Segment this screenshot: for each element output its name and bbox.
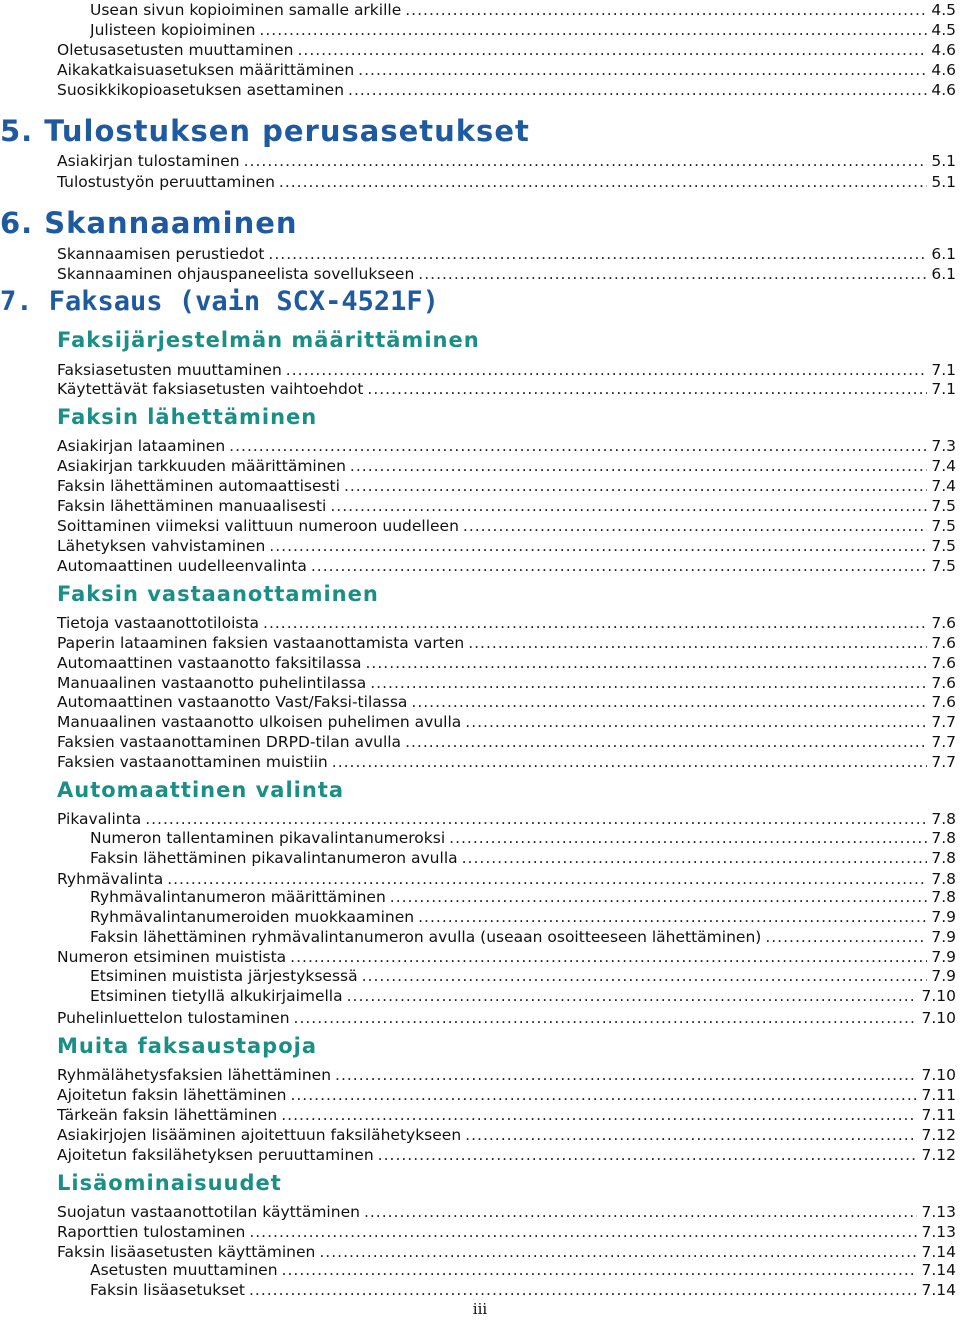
entry-label: Paperin lataaminen faksien vastaanottamista varten [57,634,465,652]
entry-page: 4.5 [931,21,956,39]
toc-entry[interactable] [57,436,956,456]
leader-dots [370,673,927,693]
entry-label: Käytettävät faksiasetusten vaihtoehdot [57,380,364,398]
leader-dots [366,653,928,673]
toc-entry[interactable] [57,80,956,100]
entry-label: Aikakatkaisuasetuksen määrittäminen [57,61,355,79]
entry-page: 7.11 [921,1106,956,1124]
leader-dots [279,172,927,192]
entry-label: Asiakirjan tulostaminen [57,152,240,170]
leader-dots [358,60,927,80]
entry-label: Usean sivun kopioiminen samalle arkille [90,1,402,19]
entry-label: Faksin lähettäminen ryhmävalintanumeron avulla (useaan osoitteeseen lähettäminen) [90,928,762,946]
entry-page: 7.12 [921,1126,956,1144]
toc-entry[interactable] [57,556,956,576]
leader-dots [263,613,927,633]
toc-entry[interactable] [57,1242,956,1262]
entry-page: 7.8 [931,870,956,888]
leader-dots [249,1222,917,1242]
entry-label: Puhelinluettelon tulostaminen [57,1009,290,1027]
entry-label: Ajoitetun faksilähetyksen peruuttaminen [57,1146,374,1164]
entry-label: Tulostustyön peruuttaminen [57,173,275,191]
leader-dots [290,947,927,967]
leader-dots [418,907,927,927]
entry-page: 4.6 [931,41,956,59]
leader-dots [335,1065,917,1085]
leader-dots [249,1280,918,1300]
leader-dots [390,887,928,907]
toc-entry[interactable] [57,947,956,967]
entry-label: Manuaalinen vastaanotto puhelintilassa [57,674,367,692]
entry-label: Faksin lähettäminen pikavalintanumeron avulla [90,849,458,867]
entry-label: Tärkeän faksin lähettäminen [57,1106,278,1124]
toc-entry[interactable] [57,1222,956,1242]
entry-page: 7.9 [931,908,956,926]
leader-dots [418,264,927,284]
entry-label: Skannaamisen perustiedot [57,245,265,263]
entry-page: 7.10 [921,987,956,1005]
entry-page: 7.5 [931,557,956,575]
toc-entry[interactable] [57,1145,956,1165]
toc-entry[interactable] [57,1065,956,1085]
entry-page: 7.6 [931,634,956,652]
entry-page: 7.5 [931,497,956,515]
entry-page: 7.5 [931,537,956,555]
entry-page: 7.8 [931,849,956,867]
entry-page: 7.4 [931,457,956,475]
entry-label: Tietoja vastaanottotiloista [57,614,260,632]
leader-dots [294,1008,918,1028]
entry-page: 7.9 [931,948,956,966]
toc-entry[interactable] [57,496,956,516]
toc-entry[interactable] [90,986,956,1006]
leader-dots [297,40,927,60]
entry-page: 7.6 [931,693,956,711]
entry-page: 7.7 [931,713,956,731]
toc-entry[interactable] [57,379,956,399]
leader-dots [330,496,927,516]
leader-dots [465,712,927,732]
toc-entry[interactable] [57,516,956,536]
leader-dots [350,456,927,476]
entry-page: 7.14 [921,1261,956,1279]
entry-label: Faksien vastaanottaminen DRPD-tilan avulla [57,733,402,751]
leader-dots [281,1105,917,1125]
chapter-title: 7. Faksaus (vain SCX-4521F) [0,286,439,317]
leader-dots [405,732,927,752]
entry-label: Suojatun vastaanottotilan käyttäminen [57,1203,360,1221]
leader-dots [765,927,927,947]
entry-label: Suosikkikopioasetuksen asettaminen [57,81,345,99]
leader-dots [286,360,928,380]
entry-label: Soittaminen viimeksi valittuun numeroon uudelleen [57,517,459,535]
leader-dots [319,1242,917,1262]
leader-dots [311,556,927,576]
toc-entry[interactable] [57,1125,956,1145]
leader-dots [411,692,927,712]
entry-page: 7.7 [931,753,956,771]
toc-entry[interactable] [57,732,956,752]
entry-page: 7.5 [931,517,956,535]
entry-label: Faksin lisäasetukset [90,1281,245,1299]
leader-dots [347,986,918,1006]
leader-dots [364,1202,918,1222]
leader-dots [259,20,927,40]
toc-entry[interactable] [57,613,956,633]
leader-dots [367,379,927,399]
entry-label: Automaattinen vastaanotto Vast/Faksi-tilassa [57,693,408,711]
entry-label: Etsiminen muistista järjestyksessä [90,967,358,985]
entry-page: 7.11 [921,1086,956,1104]
section-heading: Automaattinen valinta [57,778,345,802]
toc-entry[interactable] [90,887,956,907]
entry-page: 5.1 [931,152,956,170]
entry-page: 7.14 [921,1243,956,1261]
toc-entry[interactable] [57,1008,956,1028]
toc-entry[interactable] [57,244,956,264]
leader-dots [167,869,927,889]
toc-entry[interactable] [90,20,956,40]
toc-entry[interactable] [57,536,956,556]
leader-dots [282,1260,918,1280]
section-heading: Faksin lähettäminen [57,405,318,429]
entry-label: Asetusten muuttaminen [90,1261,278,1279]
entry-page: 6.1 [931,265,956,283]
entry-label: Pikavalinta [57,810,142,828]
entry-page: 4.6 [931,61,956,79]
leader-dots [449,828,927,848]
entry-label: Automaattinen uudelleenvalinta [57,557,307,575]
section-heading: Faksijärjestelmän määrittäminen [57,328,480,352]
entry-label: Ajoitetun faksin lähettäminen [57,1086,287,1104]
entry-page: 7.4 [931,477,956,495]
section-heading: Lisäominaisuudet [57,1171,282,1195]
toc-entry[interactable] [57,692,956,712]
toc-entry[interactable] [57,476,956,496]
toc-entry[interactable] [57,1105,956,1125]
leader-dots [229,436,927,456]
entry-page: 7.13 [921,1223,956,1241]
toc-entry[interactable] [90,1260,956,1280]
entry-page: 7.7 [931,733,956,751]
entry-label: Faksin lähettäminen automaattisesti [57,477,340,495]
leader-dots [290,1085,917,1105]
entry-label: Ryhmävalintanumeroiden muokkaaminen [90,908,415,926]
toc-entry[interactable] [57,60,956,80]
leader-dots [244,151,928,171]
entry-page: 7.8 [931,810,956,828]
leader-dots [332,752,928,772]
entry-label: Ryhmävalinta [57,870,164,888]
entry-page: 7.10 [921,1066,956,1084]
entry-page: 7.8 [931,829,956,847]
toc-entry[interactable] [90,0,956,20]
leader-dots [145,809,927,829]
entry-label: Automaattinen vastaanotto faksitilassa [57,654,362,672]
section-heading: Faksin vastaanottaminen [57,582,379,606]
entry-page: 7.14 [921,1281,956,1299]
leader-dots [378,1145,918,1165]
toc-entry[interactable] [57,360,956,380]
leader-dots [405,0,927,20]
entry-label: Skannaaminen ohjauspaneelista sovellukseen [57,265,415,283]
entry-page: 7.9 [931,928,956,946]
entry-page: 7.12 [921,1146,956,1164]
entry-label: Numeron tallentaminen pikavalintanumeroksi [90,829,446,847]
page-number: iii [472,1300,488,1318]
entry-label: Manuaalinen vastaanotto ulkoisen puhelimen avulla [57,713,462,731]
entry-page: 7.13 [921,1203,956,1221]
toc-entry[interactable] [57,1085,956,1105]
entry-page: 4.5 [931,1,956,19]
leader-dots [344,476,927,496]
toc-entry[interactable] [57,456,956,476]
entry-label: Ryhmälähetysfaksien lähettäminen [57,1066,332,1084]
toc-entry[interactable] [90,848,956,868]
chapter-title: 5. Tulostuksen perusasetukset [0,114,530,148]
entry-page: 5.1 [931,173,956,191]
leader-dots [268,244,927,264]
toc-entry[interactable] [57,1202,956,1222]
entry-label: Etsiminen tietyllä alkukirjaimella [90,987,343,1005]
leader-dots [269,536,927,556]
toc-entry[interactable] [90,927,956,947]
toc-entry[interactable] [57,633,956,653]
entry-page: 4.6 [931,81,956,99]
toc-entry[interactable] [57,264,956,284]
leader-dots [463,516,927,536]
toc-entry[interactable] [90,1280,956,1300]
entry-page: 7.6 [931,654,956,672]
leader-dots [468,633,927,653]
entry-page: 6.1 [931,245,956,263]
entry-label: Asiakirjan lataaminen [57,437,226,455]
entry-label: Julisteen kopioiminen [90,21,256,39]
toc-entry[interactable] [90,828,956,848]
entry-label: Faksin lisäasetusten käyttäminen [57,1243,316,1261]
entry-label: Faksiasetusten muuttaminen [57,361,282,379]
entry-label: Oletusasetusten muuttaminen [57,41,294,59]
leader-dots [362,966,928,986]
toc-entry[interactable] [90,966,956,986]
entry-label: Numeron etsiminen muistista [57,948,287,966]
entry-label: Faksin lähettäminen manuaalisesti [57,497,327,515]
entry-label: Ryhmävalintanumeron määrittäminen [90,888,386,906]
entry-page: 7.8 [931,888,956,906]
leader-dots [462,848,928,868]
toc-entry[interactable] [57,673,956,693]
section-heading: Muita faksaustapoja [57,1034,317,1058]
toc-entry[interactable] [57,809,956,829]
toc-entry[interactable] [57,172,956,192]
toc-entry[interactable] [57,869,956,889]
entry-label: Faksien vastaanottaminen muistiin [57,753,328,771]
entry-page: 7.9 [931,967,956,985]
entry-page: 7.1 [931,361,956,379]
toc-entry[interactable] [57,40,956,60]
chapter-title: 6. Skannaaminen [0,206,298,240]
entry-page: 7.1 [931,380,956,398]
entry-page: 7.10 [921,1009,956,1027]
entry-page: 7.6 [931,674,956,692]
toc-entry[interactable] [57,653,956,673]
toc-entry[interactable] [57,752,956,772]
entry-page: 7.6 [931,614,956,632]
entry-label: Lähetyksen vahvistaminen [57,537,266,555]
toc-entry[interactable] [90,907,956,927]
entry-page: 7.3 [931,437,956,455]
toc-entry[interactable] [57,151,956,171]
toc-entry[interactable] [57,712,956,732]
entry-label: Asiakirjan tarkkuuden määrittäminen [57,457,346,475]
entry-label: Asiakirjojen lisääminen ajoitettuun faksilähetykseen [57,1126,462,1144]
leader-dots [348,80,927,100]
leader-dots [465,1125,917,1145]
entry-label: Raporttien tulostaminen [57,1223,246,1241]
